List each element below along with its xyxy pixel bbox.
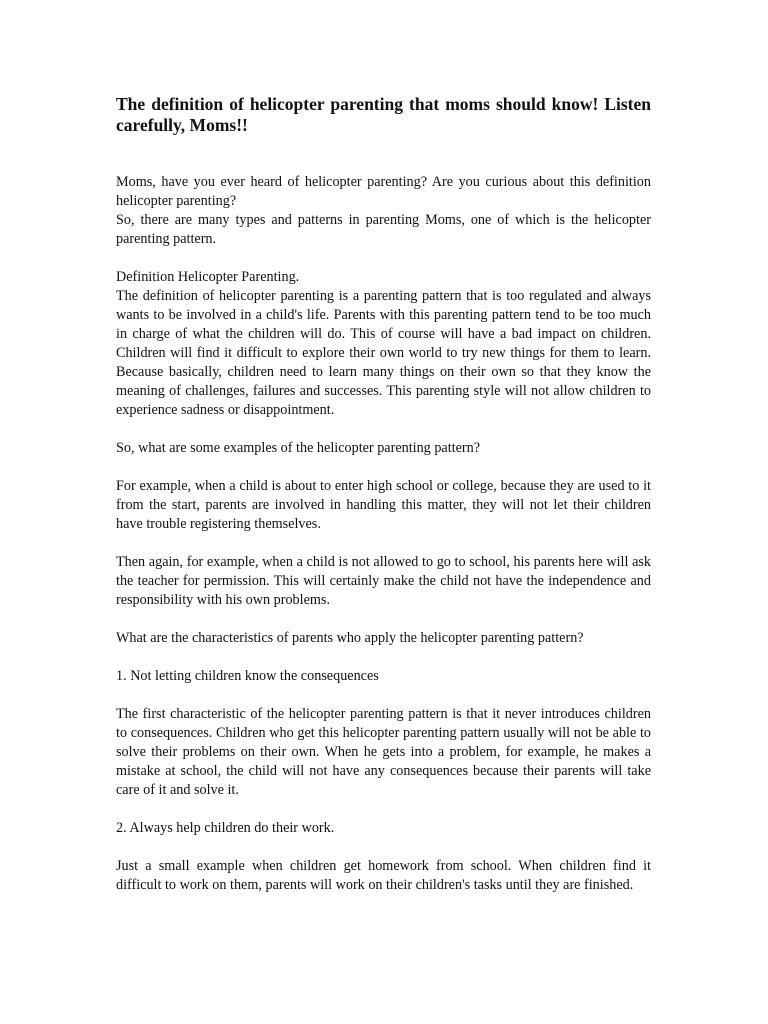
characteristics-question: What are the characteristics of parents who apply the helicopter parenting pattern? <box>116 630 584 646</box>
definition-paragraph <box>116 268 651 420</box>
example-paragraph-2: Then again, for example, when a child is not allowed to go to school, his parents here will ask the teacher for permission. This will certainly make the child not have the independence and responsibility with his own problems. <box>116 554 651 608</box>
characteristic-heading-2: 2. Always help children do their work. <box>116 820 335 836</box>
characteristic-heading-1: 1. Not letting children know the consequences <box>116 668 379 684</box>
definition-heading: Definition Helicopter Parenting. <box>116 269 300 285</box>
characteristic-body-1: The first characteristic of the helicopter parenting pattern is that it never introduces children to consequences. Children who get this helicopter parenting pattern usually will not be able to solve their problems on their own. When he gets into a problem, for example, he makes a mistake at school, the child will not have any consequences because their parents will take care of it and solve it. <box>116 706 651 798</box>
intro-line-2: So, there are many types and patterns in parenting Moms, one of which is the helicopter parenting pattern. <box>116 212 651 247</box>
examples-question: So, what are some examples of the helicopter parenting pattern? <box>116 440 481 456</box>
example-paragraph-1: For example, when a child is about to enter high school or college, because they are used to it from the start, parents are involved in handling this matter, they will not let their children have trouble registering themselves. <box>116 478 651 532</box>
intro-line-1: Moms, have you ever heard of helicopter parenting? Are you curious about this definition helicopter parenting? <box>116 174 651 209</box>
intro-paragraph <box>116 173 651 249</box>
definition-body: The definition of helicopter parenting is a parenting pattern that is too regulated and always wants to be involved in a child's life. Parents with this parenting pattern tend to be too much in charge of what the children will do. This of course will have a bad impact on children. Children will find it difficult to explore their own world to try new things for them to learn. Because basically, children need to learn many things on their own so that they know the meaning of challenges, failures and successes. This parenting style will not allow children to experience sadness or disappointment. <box>116 288 651 418</box>
document-page <box>116 94 651 914</box>
characteristic-body-2: Just a small example when children get homework from school. When children find it difficult to work on them, parents will work on their children's tasks until they are finished. <box>116 858 651 893</box>
document-title: The definition of helicopter parenting that moms should know! Listen carefully, Moms!! <box>116 94 651 135</box>
